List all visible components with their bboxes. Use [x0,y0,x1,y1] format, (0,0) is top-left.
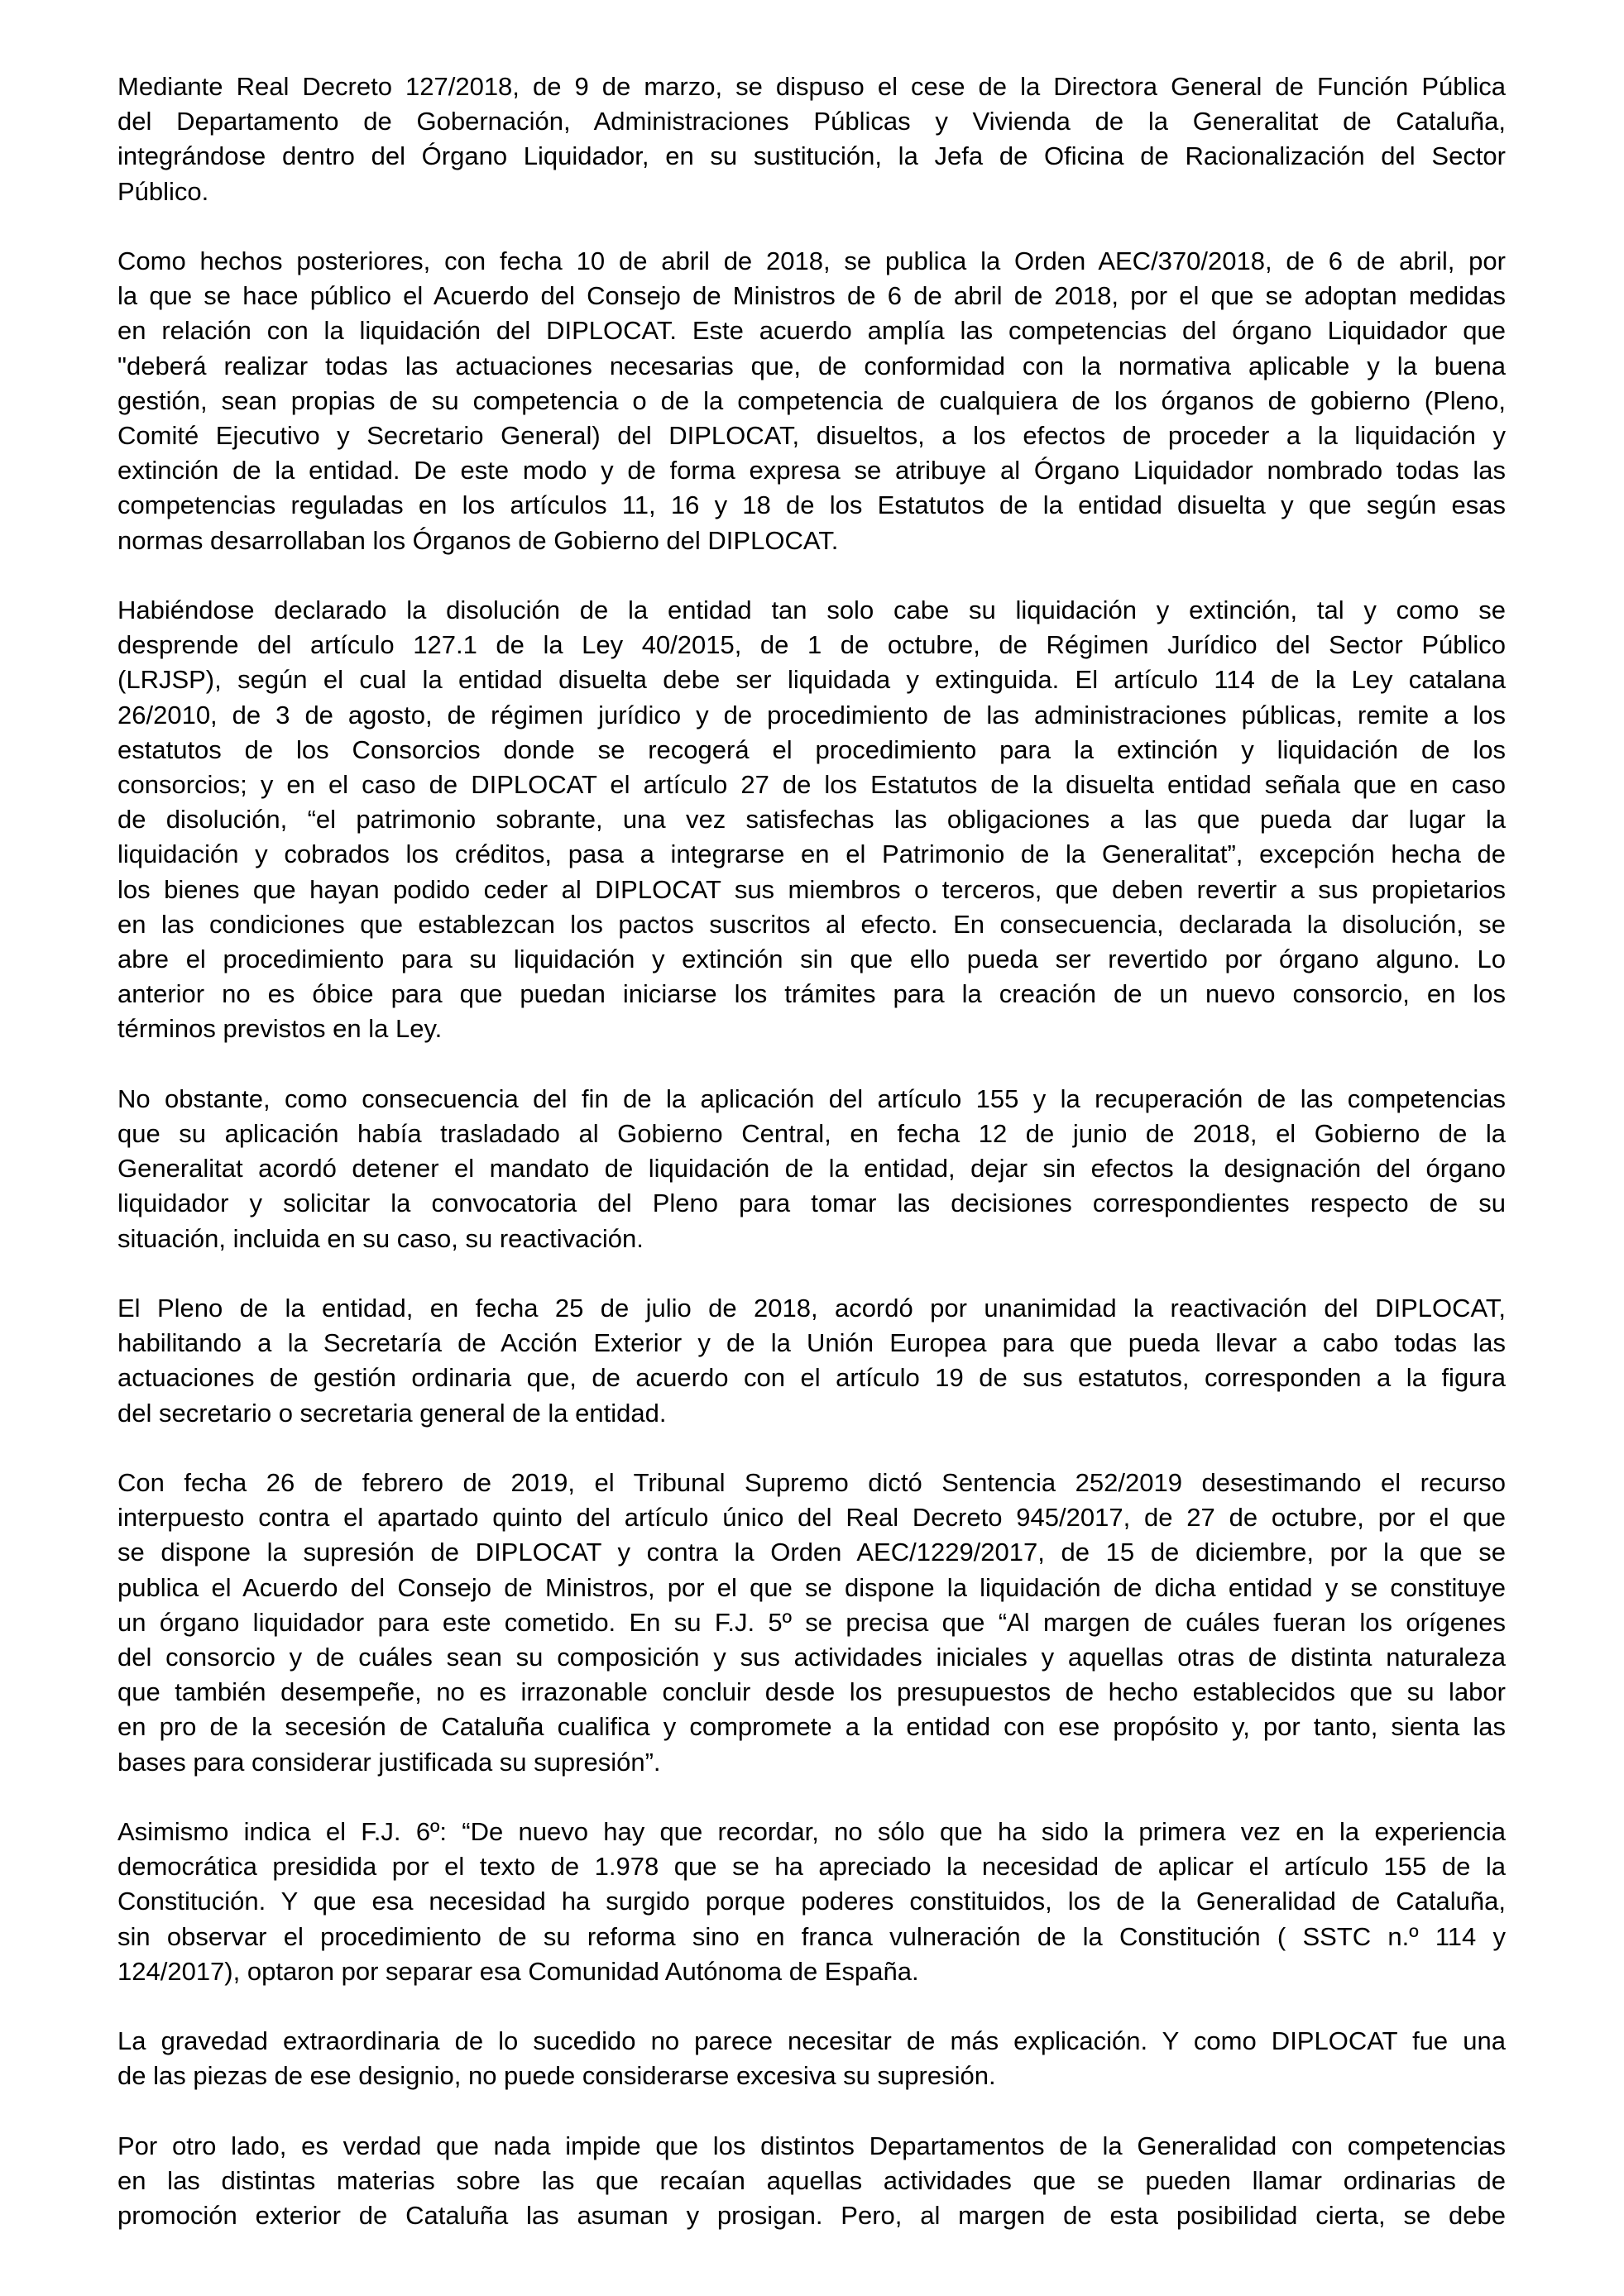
document-page [117,69,1506,2269]
text-line: gestión, sean propias de su competencia o de la competencia de cualquiera de los órganos de gobierno (Pleno, [117,385,1506,415]
text-line: competencias reguladas en los artículos 11, 16 y 18 de los Estatutos de la entidad disuelta y que según esas [117,490,1506,520]
text-line: El Pleno de la entidad, en fecha 25 de julio de 2018, acordó por unanimidad la reactivación del DIPLOCAT, [117,1294,1506,1323]
text-line: 124/2017), optaron por separar esa Comunidad Autónoma de España. [117,1956,919,1986]
text-line: consorcios; y en el caso de DIPLOCAT el artículo 27 de los Estatutos de la disuelta entidad señala que en caso [117,770,1506,800]
paragraph [117,69,1506,209]
text-line: un órgano liquidador para este cometido. En su F.J. 5º se precisa que “Al margen de cuáles fueran los orígenes [117,1607,1506,1637]
text-line: promoción exterior de Cataluña las asuman y prosigan. Pero, al margen de esta posibilidad cierta, se debe [117,2201,1506,2231]
paragraph [117,2024,1506,2093]
paragraph [117,1082,1506,1256]
text-line: integrándose dentro del Órgano Liquidador, en su sustitución, la Jefa de Oficina de Racionalización del Sector [117,141,1506,171]
text-line: interpuesto contra el apartado quinto del artículo único del Real Decreto 945/2017, de 27 de octubre, por el que [117,1503,1506,1533]
paragraph [117,1815,1506,1989]
paragraph [117,244,1506,558]
text-line: Mediante Real Decreto 127/2018, de 9 de marzo, se dispuso el cese de la Directora General de Función Pública [117,72,1506,101]
text-line: Constitución. Y que esa necesidad ha surgido porque poderes constituidos, los de la Generalidad de Cataluña, [117,1887,1506,1916]
text-line: situación, incluida en su caso, su reactivación. [117,1223,644,1253]
text-line: liquidador y solicitar la convocatoria del Pleno para tomar las decisiones correspondientes respecto de su [117,1189,1506,1218]
text-line: del Departamento de Gobernación, Administraciones Públicas y Vivienda de la Generalitat de Cataluña, [117,107,1506,136]
text-line: la que se hace público el Acuerdo del Consejo de Ministros de 6 de abril de 2018, por el que se adoptan medidas [117,281,1506,311]
paragraph [117,1291,1506,1431]
text-line: Como hechos posteriores, con fecha 10 de abril de 2018, se publica la Orden AEC/370/2018, de 6 de abril, por [117,246,1506,275]
text-line: términos previstos en la Ley. [117,1014,443,1044]
text-line: extinción de la entidad. De este modo y de forma expresa se atribuye al Órgano Liquidador nombrado todas las [117,456,1506,486]
text-line: actuaciones de gestión ordinaria que, de acuerdo con el artículo 19 de sus estatutos, corresponden a la figura [117,1363,1506,1393]
text-line: habilitando a la Secretaría de Acción Exterior y de la Unión Europea para que pueda llevar a cabo todas las [117,1328,1506,1358]
text-line: (LRJSP), según el cual la entidad disuelta debe ser liquidada y extinguida. El artículo 114 de la Ley catalana [117,665,1506,695]
text-line: desprende del artículo 127.1 de la Ley 40/2015, de 1 de octubre, de Régimen Jurídico del Sector Público [117,630,1506,660]
text-line: Habiéndose declarado la disolución de la entidad tan solo cabe su liquidación y extinción, tal y como se [117,596,1506,625]
text-line: en las condiciones que establezcan los pactos suscritos al efecto. En consecuencia, declarada la disolución, se [117,909,1506,939]
text-line: La gravedad extraordinaria de lo sucedido no parece necesitar de más explicación. Y como DIPLOCAT fue una [117,2026,1506,2056]
text-line: se dispone la supresión de DIPLOCAT y contra la Orden AEC/1229/2017, de 15 de diciembre, por la que se [117,1538,1506,1567]
text-line: estatutos de los Consorcios donde se recogerá el procedimiento para la extinción y liquidación de los [117,734,1506,764]
paragraph [117,593,1506,1047]
text-line: democrática presidida por el texto de 1.978 que se ha apreciado la necesidad de aplicar el artículo 155 de la [117,1852,1506,1882]
text-line: Público. [117,176,209,206]
text-line: Generalitat acordó detener el mandato de liquidación de la entidad, dejar sin efectos la designación del órgano [117,1154,1506,1184]
text-line: Por otro lado, es verdad que nada impide que los distintos Departamentos de la Generalidad con competencias [117,2131,1506,2160]
text-line: en pro de la secesión de Cataluña cualifica y compromete a la entidad con ese propósito y, por tanto, sienta las [117,1712,1506,1742]
text-line: liquidación y cobrados los créditos, pasa a integrarse en el Patrimonio de la Generalitat”, excepción hecha de [117,839,1506,869]
text-line: de las piezas de ese designio, no puede considerarse excesiva su supresión. [117,2061,996,2091]
text-line: en relación con la liquidación del DIPLOCAT. Este acuerdo amplía las competencias del órgano Liquidador que [117,316,1506,346]
text-line: abre el procedimiento para su liquidación y extinción sin que ello pueda ser revertido por órgano alguno. Lo [117,945,1506,974]
text-line: de disolución, “el patrimonio sobrante, una vez satisfechas las obligaciones a las que pueda dar lugar la [117,805,1506,835]
text-line: anterior no es óbice para que puedan iniciarse los trámites para la creación de un nuevo consorcio, en los [117,979,1506,1009]
text-line: Comité Ejecutivo y Secretario General) del DIPLOCAT, disueltos, a los efectos de proceder a la liquidación y [117,421,1506,451]
text-line: que también desempeñe, no es irrazonable concluir desde los presupuestos de hecho establecidos que su labor [117,1677,1506,1707]
text-line: publica el Acuerdo del Consejo de Ministros, por el que se dispone la liquidación de dicha entidad y se constituye [117,1572,1506,1602]
text-line: "deberá realizar todas las actuaciones necesarias que, de conformidad con la normativa aplicable y la buena [117,351,1506,380]
text-line: 26/2010, de 3 de agosto, de régimen jurídico y de procedimiento de las administraciones públicas, remite a los [117,700,1506,729]
text-line: normas desarrollaban los Órganos de Gobierno del DIPLOCAT. [117,525,839,555]
text-line: sin observar el procedimiento de su reforma sino en franca vulneración de la Constitución ( SSTC n.º 114 y [117,1921,1506,1951]
text-line: del consorcio y de cuáles sean su composición y sus actividades iniciales y aquellas otras de distinta naturaleza [117,1643,1506,1672]
text-line: en las distintas materias sobre las que recaían aquellas actividades que se pueden llamar ordinarias de [117,2166,1506,2196]
text-line: Con fecha 26 de febrero de 2019, el Tribunal Supremo dictó Sentencia 252/2019 desestimando el recurso [117,1468,1506,1498]
text-line: que su aplicación había trasladado al Gobierno Central, en fecha 12 de junio de 2018, el Gobierno de la [117,1119,1506,1149]
text-line: No obstante, como consecuencia del fin de la aplicación del artículo 155 y la recuperación de las competencias [117,1083,1506,1113]
text-line: del secretario o secretaria general de la entidad. [117,1398,667,1428]
paragraph [117,2129,1506,2234]
text-line: los bienes que hayan podido ceder al DIPLOCAT sus miembros o terceros, que deben revertir a sus propietarios [117,874,1506,904]
paragraph [117,1466,1506,1780]
text-line: Asimismo indica el F.J. 6º: “De nuevo hay que recordar, no sólo que ha sido la primera vez en la experiencia [117,1817,1506,1847]
text-line: bases para considerar justificada su supresión”. [117,1747,661,1777]
